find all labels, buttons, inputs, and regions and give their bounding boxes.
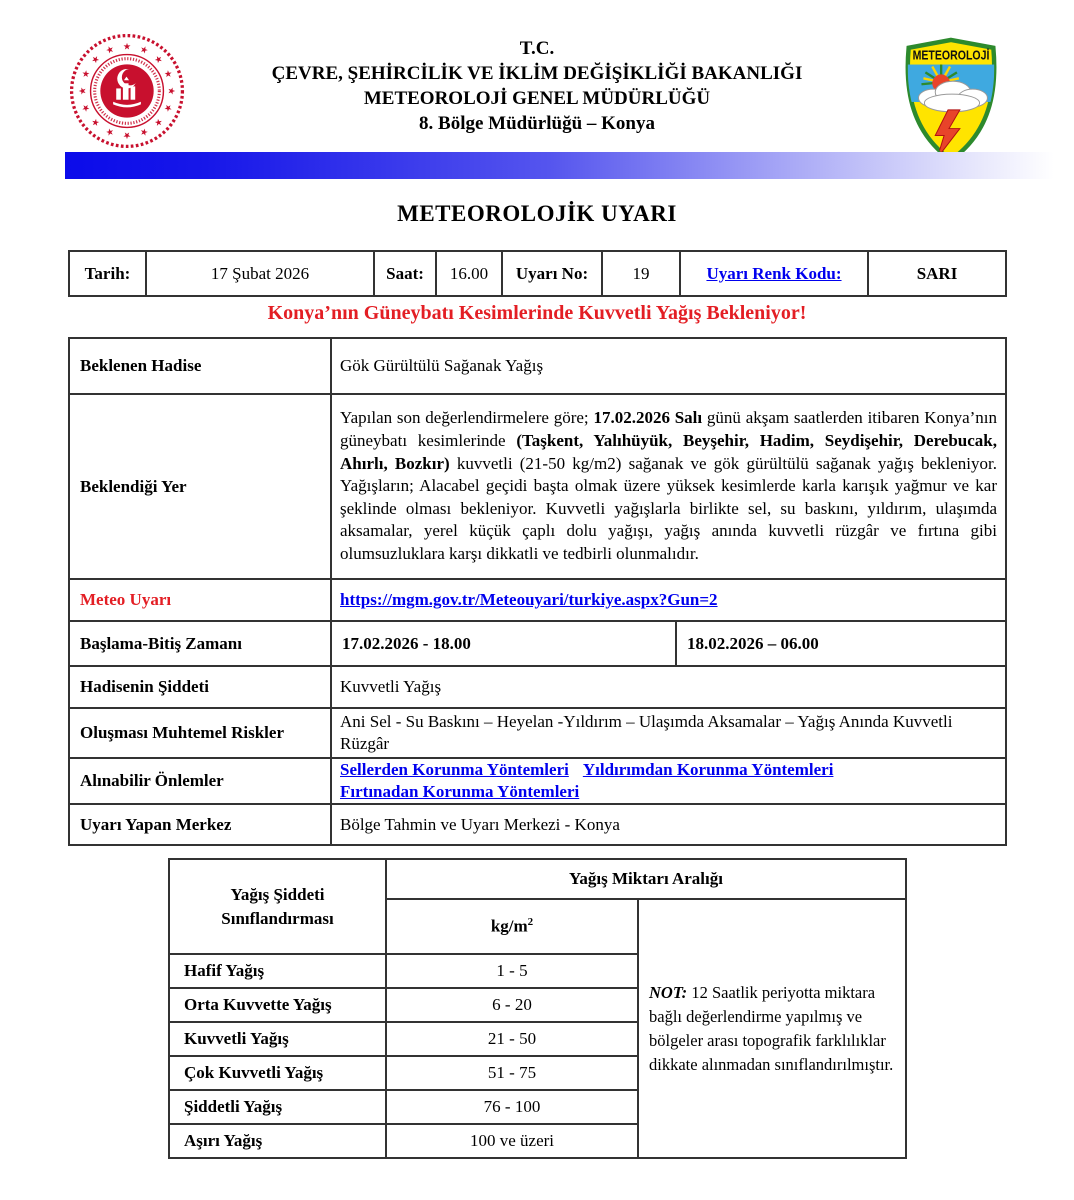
table-row: [69, 621, 1006, 666]
meteo-warning-label: Meteo Uyarı: [69, 579, 331, 621]
table-row: [69, 758, 1006, 804]
intensity-range-value: 100 ve üzeri: [386, 1124, 638, 1158]
svg-text:★: ★: [137, 125, 150, 139]
color-code-value: SARI: [868, 251, 1006, 296]
warning-info-table: [68, 250, 1007, 297]
warning-details-table: [68, 337, 1007, 846]
warning-no-label: Uyarı No:: [502, 251, 602, 296]
svg-text:★: ★: [89, 53, 103, 67]
event-severity-label: Hadisenin Şiddeti: [69, 666, 331, 708]
svg-text:★: ★: [161, 68, 175, 81]
date-label: Tarih:: [69, 251, 146, 296]
intensity-class-label: Çok Kuvvetli Yağış: [169, 1056, 386, 1090]
color-code-link[interactable]: Uyarı Renk Kodu:: [706, 263, 842, 283]
letterhead-directorate: METEOROLOJİ GENEL MÜDÜRLÜĞÜ: [363, 88, 711, 109]
start-time-value: 17.02.2026 - 18.00: [331, 621, 676, 666]
letterhead-region: 8. Bölge Müdürlüğü – Konya: [419, 113, 655, 134]
svg-text:★: ★: [89, 115, 103, 129]
start-end-time-label: Başlama-Bitiş Zamanı: [69, 621, 331, 666]
rain-intensity-table: [168, 858, 907, 1159]
expected-event-value: Gök Gürültülü Sağanak Yağış: [331, 338, 1006, 394]
note-text: NOT: 12 Saatlik periyotta miktara bağlı değerlendirme yapılmış ve bölgeler arası topografik farklılıklar dikkate alınmadan sınıflandırılmıştır.: [638, 899, 906, 1158]
unit-header: $kg/m^2$: [386, 899, 638, 954]
possible-risks-value: Ani Sel - Su Baskını – Heyelan -Yıldırım – Ulaşımda Aksamalar – Yağış Anında Kuvvetli Rüzgâr: [331, 708, 1006, 758]
page-title: METEOROLOJİK UYARI: [397, 201, 677, 226]
intensity-class-label: Kuvvetli Yağış: [169, 1022, 386, 1056]
svg-text:★: ★: [161, 101, 175, 114]
precautions-label: Alınabilir Önlemler: [69, 758, 331, 804]
possible-risks-label: Oluşması Muhtemel Riskler: [69, 708, 331, 758]
intensity-range-value: 76 - 100: [386, 1090, 638, 1124]
expected-location-paragraph: Yapılan son değerlendirmelere göre; 17.02.2026 Salı günü akşam saatlerden itibaren Konya’nın güneybatı kesimlerinde (Taşkent, Yalıhüyük, Beyşehir, Hadim, Seydişehir, Derebucak, Ahırlı, Bozkır) kuvvetli (21-50 kg/m2) sağanak ve gök gürültülü sağanak yağış bekleniyor. Yağışların; Alacabel geçidi başta olmak üzere yüksek kesimlerde karla karışık yağmur ve kar şeklinde olması bekleniyor. Kuvvetli yağışlarla birlikte sel, su baskını, yıldırım, ulaşımda aksamalar, yerel küçük çaplı dolu yağışı, yağış anında kuvvetli rüzgâr ve fırtına gibi olumsuzluklara karşı dikkatli ve tedbirli olunmalıdır.: [340, 408, 998, 563]
issuing-center-label: Uyarı Yapan Merkez: [69, 804, 331, 845]
date-value: 17 Şubat 2026: [146, 251, 374, 296]
time-label: Saat:: [374, 251, 436, 296]
table-row: [69, 579, 1006, 621]
meteoroloji-shield-logo: [890, 35, 1012, 165]
table-row: [69, 666, 1006, 708]
end-time-value: 18.02.2026 – 06.00: [676, 621, 1006, 666]
time-value: 16.00: [436, 251, 502, 296]
amount-range-header: Yağış Miktarı Aralığı: [386, 859, 906, 899]
table-row: [69, 708, 1006, 758]
intensity-range-value: 51 - 75: [386, 1056, 638, 1090]
blue-gradient-divider: [65, 152, 1074, 179]
intensity-class-label: Şiddetli Yağış: [169, 1090, 386, 1124]
svg-text:★: ★: [79, 101, 93, 114]
classification-header: Yağış Şiddeti Sınıflandırması: [169, 859, 386, 954]
table-row: [169, 859, 906, 899]
letterhead-tc: T.C.: [519, 38, 555, 59]
event-severity-value: Kuvvetli Yağış: [331, 666, 1006, 708]
shield-title-text: METEOROLOJİ: [912, 47, 990, 63]
intensity-range-value: 1 - 5: [386, 954, 638, 988]
expected-event-label: Beklenen Hadise: [69, 338, 331, 394]
svg-text:★: ★: [122, 41, 132, 53]
table-row: [69, 338, 1006, 394]
svg-text:★: ★: [79, 68, 93, 81]
svg-text:★: ★: [151, 53, 165, 67]
intensity-range-value: 6 - 20: [386, 988, 638, 1022]
storm-protection-link[interactable]: Fırtınadan Korunma Yöntemleri: [340, 782, 580, 801]
warning-headline: Konya’nın Güneybatı Kesimlerinde Kuvvetli Yağış Bekleniyor!: [267, 302, 807, 324]
intensity-class-label: Aşırı Yağış: [169, 1124, 386, 1158]
intensity-class-label: Orta Kuvvette Yağış: [169, 988, 386, 1022]
table-row: [69, 251, 1006, 296]
flood-protection-link[interactable]: Sellerden Korunma Yöntemleri: [340, 760, 569, 779]
svg-text:★: ★: [165, 86, 177, 96]
svg-text:★: ★: [77, 86, 89, 96]
svg-text:★: ★: [151, 115, 165, 129]
intensity-range-value: 21 - 50: [386, 1022, 638, 1056]
lightning-protection-link[interactable]: Yıldırımdan Korunma Yöntemleri: [582, 760, 834, 779]
warning-no-value: 19: [602, 251, 680, 296]
svg-text:★: ★: [122, 129, 132, 141]
table-row: [69, 394, 1006, 579]
issuing-center-value: Bölge Tahmin ve Uyarı Merkezi - Konya: [331, 804, 1006, 845]
meteo-warning-url-link[interactable]: https://mgm.gov.tr/Meteouyari/turkiye.aspx?Gun=2: [340, 590, 718, 609]
svg-text:★: ★: [104, 43, 117, 57]
intensity-class-label: Hafif Yağış: [169, 954, 386, 988]
letterhead-ministry: ÇEVRE, ŞEHİRCİLİK VE İKLİM DEĞİŞİKLİĞİ BAKANLIĞI: [271, 63, 803, 84]
table-row: [69, 804, 1006, 845]
expected-location-label: Beklendiği Yer: [69, 394, 331, 579]
svg-text:★: ★: [104, 125, 117, 139]
svg-text:★: ★: [137, 43, 150, 57]
